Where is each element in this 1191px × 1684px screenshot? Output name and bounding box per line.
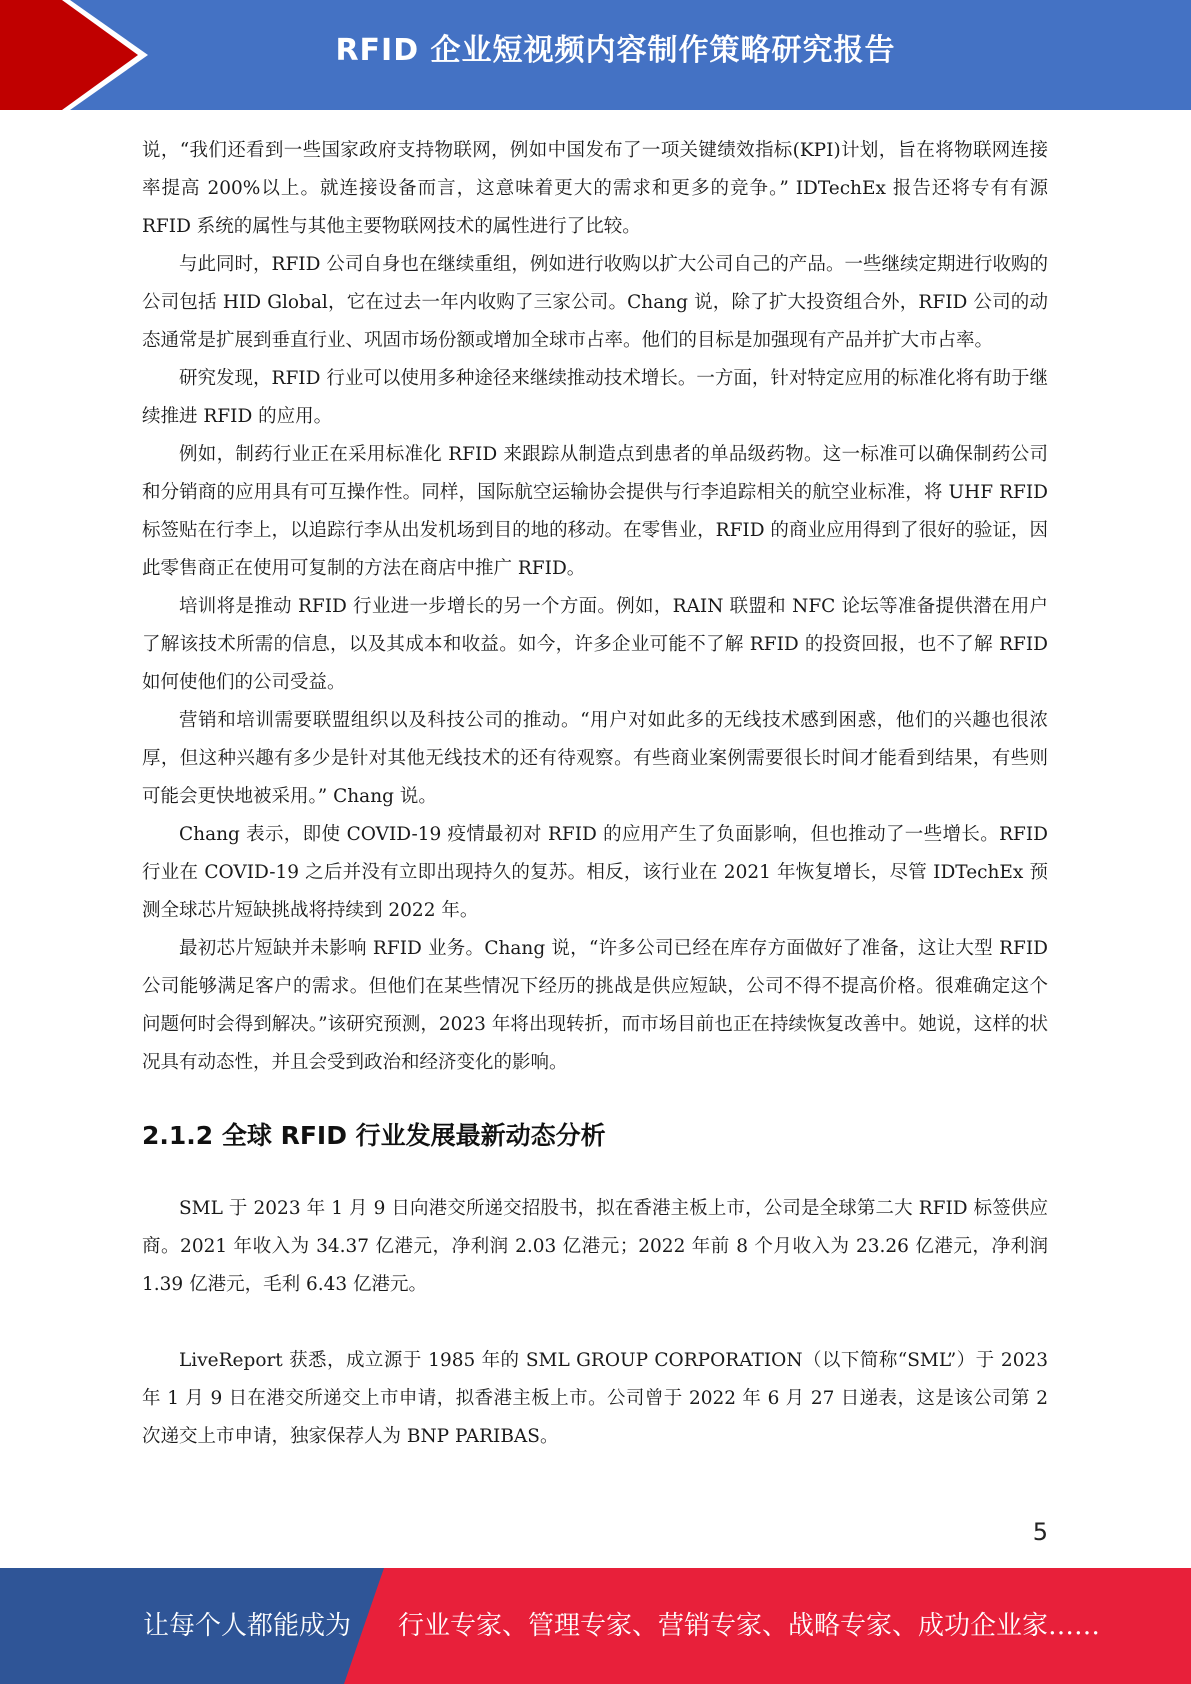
body-paragraph: SML 于 2023 年 1 月 9 日向港交所递交招股书，拟在香港主板上市，公司是全球第二大 RFID 标签供应商。2021 年收入为 34.37 亿港元，净利润 2.03 亿港元；2022 年前 8 个月收入为 23.26 亿港元，净利润 1.39 亿港元，毛利 6.43 亿港元。 <box>142 1198 1048 1295</box>
page-footer <box>0 1568 1191 1684</box>
body-paragraph: 例如，制药行业正在采用标准化 RFID 来跟踪从制造点到患者的单品级药物。这一标准可以确保制药公司和分销商的应用具有可互操作性。同样，国际航空运输协会提供与行李追踪相关的航空业标准，将 UHF RFID 标签贴在行李上，以追踪行李从出发机场到目的地的移动。在零售业，RFID 的商业应用得到了很好的验证，因此零售商正在使用可复制的方法在商店中推广 RFID。 <box>142 444 1048 579</box>
document-body <box>142 132 1048 1456</box>
body-paragraph: Chang 表示，即使 COVID-19 疫情最初对 RFID 的应用产生了负面影响，但也推动了一些增长。RFID 行业在 COVID-19 之后并没有立即出现持久的复苏。相反，该行业在 2021 年恢复增长，尽管 IDTechEx 预测全球芯片短缺挑战将持续到 2022 年。 <box>142 824 1048 921</box>
body-paragraph: 培训将是推动 RFID 行业进一步增长的另一个方面。例如，RAIN 联盟和 NFC 论坛等准备提供潜在用户了解该技术所需的信息，以及其成本和收益。如今，许多企业可能不了解 RFID 的投资回报，也不了解 RFID 如何使他们的公司受益。 <box>142 596 1048 693</box>
body-paragraph: 与此同时，RFID 公司自身也在继续重组，例如进行收购以扩大公司自己的产品。一些继续定期进行收购的公司包括 HID Global，它在过去一年内收购了三家公司。Chang 说，除了扩大投资组合外，RFID 公司的动态通常是扩展到垂直行业、巩固市场份额或增加全球市占率。他们的目标是加强现有产品并扩大市占率。 <box>142 254 1048 351</box>
page-number: 5 <box>1032 1518 1048 1546</box>
page-header <box>0 0 1191 111</box>
body-paragraph: 最初芯片短缺并未影响 RFID 业务。Chang 说，“许多公司已经在库存方面做好了准备，这让大型 RFID 公司能够满足客户的需求。但他们在某些情况下经历的挑战是供应短缺，公司不得不提高价格。很难确定这个问题何时会得到解决。”该研究预测，2023 年将出现转折，而市场目前也正在持续恢复改善中。她说，这样的状况具有动态性，并且会受到政治和经济变化的影响。 <box>142 938 1048 1073</box>
footer-slogan-left: 让每个人都能成为 <box>143 1611 352 1641</box>
body-paragraph: LiveReport 获悉，成立源于 1985 年的 SML GROUP CORPORATION（以下简称“SML”）于 2023 年 1 月 9 日在港交所递交上市申请，拟香港主板上市。公司曾于 2022 年 6 月 27 日递表，这是该公司第 2 次递交上市申请，独家保荐人为 BNP PARIBAS。 <box>142 1350 1048 1447</box>
body-paragraph: 营销和培训需要联盟组织以及科技公司的推动。“用户对如此多的无线技术感到困惑，他们的兴趣也很浓厚，但这种兴趣有多少是针对其他无线技术的还有待观察。有些商业案例需要很长时间才能看到结果，有些则可能会更快地被采用。” Chang 说。 <box>142 710 1048 807</box>
body-paragraph: 研究发现，RFID 行业可以使用多种途径来继续推动技术增长。一方面，针对特定应用的标准化将有助于继续推进 RFID 的应用。 <box>142 368 1048 427</box>
paragraph-gap <box>142 1304 1048 1342</box>
report-title: RFID 企业短视频内容制作策略研究报告 <box>335 33 896 68</box>
body-paragraph: 说，“我们还看到一些国家政府支持物联网，例如中国发布了一项关键绩效指标(KPI)计划，旨在将物联网连接率提高 200%以上。就连接设备而言，这意味着更大的需求和更多的竞争。” IDTechEx 报告还将专有有源 RFID 系统的属性与其他主要物联网技术的属性进行了比较。 <box>142 140 1048 237</box>
section-heading: 2.1.2 全球 RFID 行业发展最新动态分析 <box>142 1121 606 1150</box>
footer-slogan-right: 行业专家、管理专家、营销专家、战略专家、成功企业家…… <box>398 1611 1101 1641</box>
